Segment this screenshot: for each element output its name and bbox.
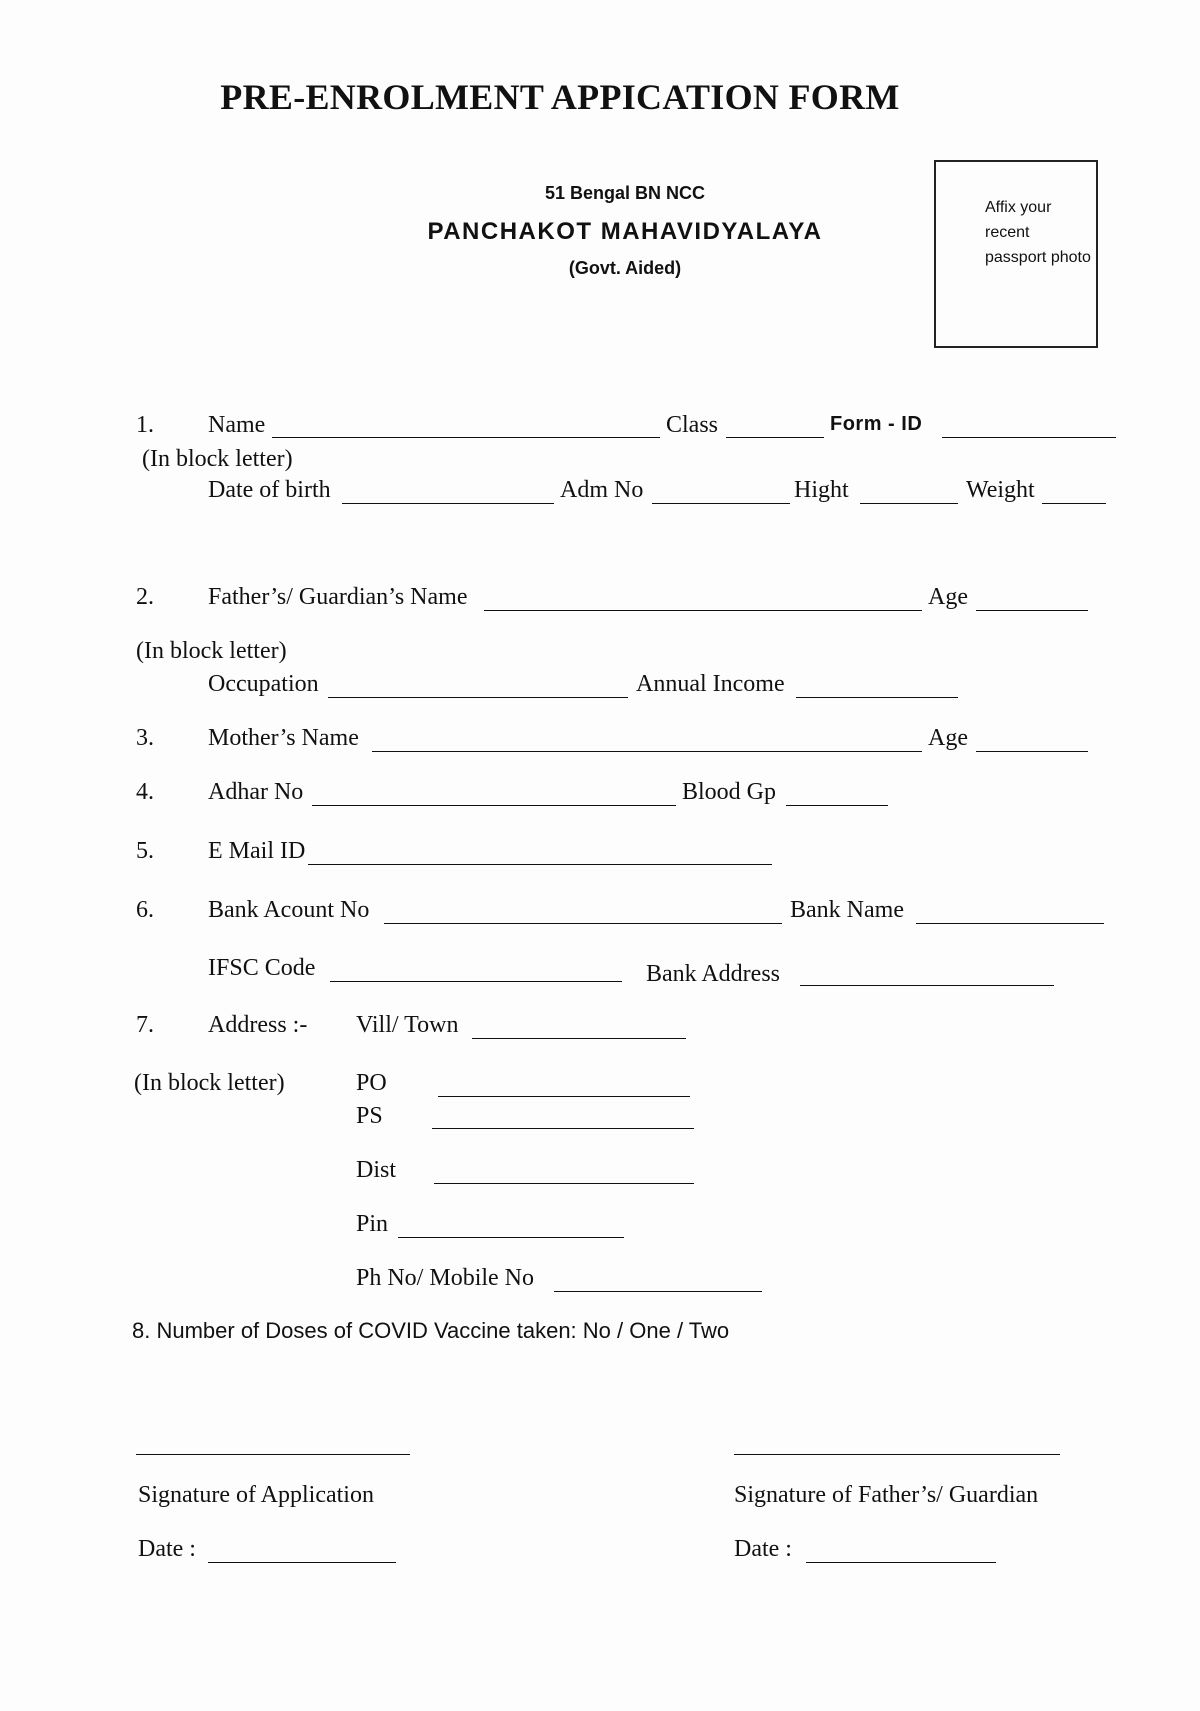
ps-field-line[interactable] (432, 1128, 694, 1129)
email-label: E Mail ID (208, 838, 306, 864)
po-label: PO (356, 1070, 387, 1096)
applicant-date-label: Date : (138, 1536, 196, 1562)
bank-address-label: Bank Address (646, 961, 780, 987)
section-7-number: 7. (136, 1012, 154, 1038)
applicant-signature-line[interactable] (136, 1454, 410, 1455)
bank-name-label: Bank Name (790, 897, 904, 923)
section-3-number: 3. (136, 725, 154, 751)
adhar-no-field-line[interactable] (312, 805, 676, 806)
dob-field-line[interactable] (342, 503, 554, 504)
section-5-number: 5. (136, 838, 154, 864)
mother-name-field-line[interactable] (372, 751, 922, 752)
dist-label: Dist (356, 1157, 397, 1183)
mother-name-label: Mother’s Name (208, 725, 359, 751)
po-field-line[interactable] (438, 1096, 690, 1097)
ifsc-label: IFSC Code (208, 955, 316, 981)
pin-label: Pin (356, 1211, 389, 1237)
bank-account-field-line[interactable] (384, 923, 782, 924)
applicant-date-field-line[interactable] (208, 1562, 396, 1563)
guardian-date-field-line[interactable] (806, 1562, 996, 1563)
block-letter-note: (In block letter) (134, 1070, 285, 1096)
photo-instruction: Affix your recent passport photo (985, 199, 1091, 266)
annual-income-field-line[interactable] (796, 697, 958, 698)
section-4-number: 4. (136, 779, 154, 805)
college-status-heading: (Govt. Aided) (568, 258, 682, 278)
section-1-number: 1. (136, 412, 154, 438)
email-field-line[interactable] (308, 864, 772, 865)
name-field-line[interactable] (272, 437, 660, 438)
college-name-heading: PANCHAKOT MAHAVIDYALAYA (427, 218, 823, 245)
ifsc-field-line[interactable] (330, 981, 622, 982)
father-age-field-line[interactable] (976, 610, 1088, 611)
guardian-date-label: Date : (734, 1536, 792, 1562)
height-label: Hight (794, 477, 849, 503)
section-2-number: 2. (136, 584, 154, 610)
blood-group-label: Blood Gp (682, 779, 777, 805)
address-label: Address :- (208, 1012, 308, 1038)
mother-age-label: Age (928, 725, 968, 751)
height-field-line[interactable] (860, 503, 958, 504)
annual-income-label: Annual Income (636, 671, 785, 697)
occupation-field-line[interactable] (328, 697, 628, 698)
vill-town-field-line[interactable] (472, 1038, 686, 1039)
father-age-label: Age (928, 584, 968, 610)
weight-label: Weight (966, 477, 1035, 503)
phone-field-line[interactable] (554, 1291, 762, 1292)
section-6-number: 6. (136, 897, 154, 923)
adm-no-field-line[interactable] (652, 503, 790, 504)
guardian-signature-line[interactable] (734, 1454, 1060, 1455)
covid-vaccine-question: 8. Number of Doses of COVID Vaccine taken: No / One / Two (132, 1318, 730, 1343)
form-id-field-line[interactable] (942, 437, 1116, 438)
form-title: PRE-ENROLMENT APPICATION FORM (220, 77, 900, 117)
adm-no-label: Adm No (560, 477, 644, 503)
vill-town-label: Vill/ Town (356, 1012, 459, 1038)
form-id-label: Form - ID (830, 413, 923, 435)
occupation-label: Occupation (208, 671, 319, 697)
dob-label: Date of birth (208, 477, 331, 503)
bank-name-field-line[interactable] (916, 923, 1104, 924)
dist-field-line[interactable] (434, 1183, 694, 1184)
bank-address-field-line[interactable] (800, 985, 1054, 986)
blood-group-field-line[interactable] (786, 805, 888, 806)
bank-account-label: Bank Acount No (208, 897, 370, 923)
father-guardian-name-label: Father’s/ Guardian’s Name (208, 584, 468, 610)
ncc-unit-heading: 51 Bengal BN NCC (544, 183, 706, 203)
guardian-signature-label: Signature of Father’s/ Guardian (734, 1482, 1039, 1508)
passport-photo-box (934, 160, 1098, 348)
phone-label: Ph No/ Mobile No (356, 1265, 535, 1291)
ps-label: PS (356, 1103, 383, 1129)
name-label: Name (208, 412, 266, 438)
block-letter-note: (In block letter) (136, 638, 287, 664)
pin-field-line[interactable] (398, 1237, 624, 1238)
adhar-no-label: Adhar No (208, 779, 304, 805)
class-field-line[interactable] (726, 437, 824, 438)
father-guardian-name-field-line[interactable] (484, 610, 922, 611)
mother-age-field-line[interactable] (976, 751, 1088, 752)
applicant-signature-label: Signature of Application (138, 1482, 374, 1508)
block-letter-note: (In block letter) (142, 446, 293, 472)
class-label: Class (666, 412, 719, 438)
weight-field-line[interactable] (1042, 503, 1106, 504)
